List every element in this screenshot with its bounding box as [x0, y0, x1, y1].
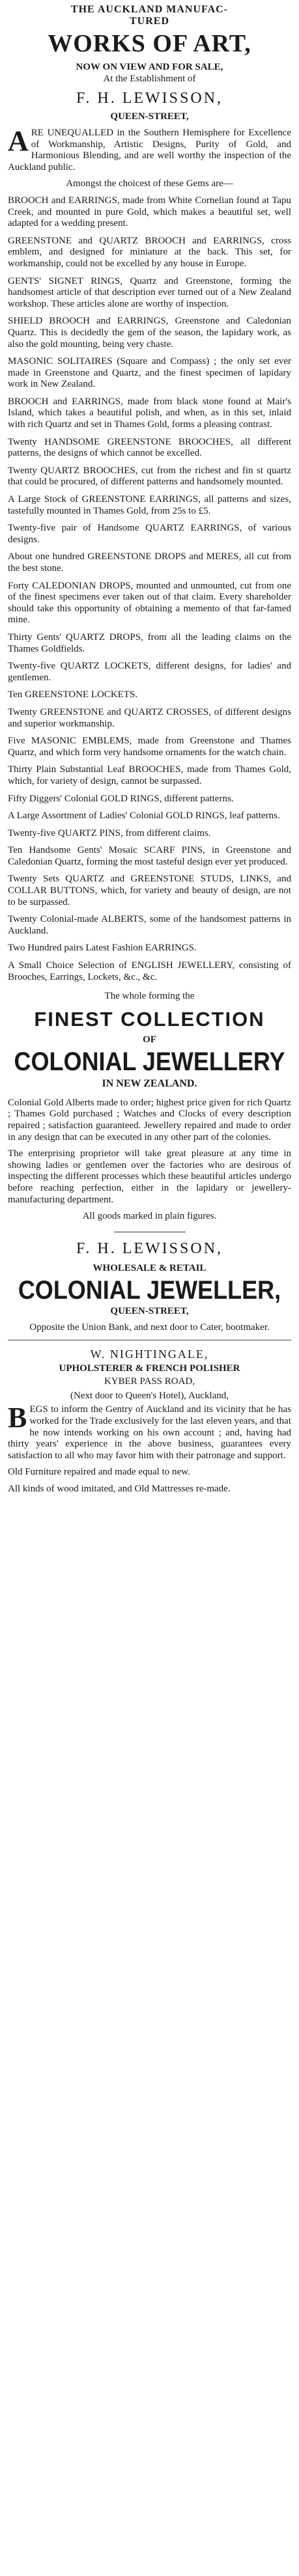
footer-proprietor-name: F. H. LEWISSON,: [76, 1240, 223, 1257]
header-sub-2: At the Establishment of: [103, 74, 196, 84]
nightingale-drop-cap: B: [8, 1402, 27, 1434]
list-item: Forty CALEDONIAN DROPS, mounted and unmounted, cut from one of the finest specimens ever taken out of that claim. Every shareholder should take this opportunity of obtaining a memento of that far-famed mine.: [8, 580, 291, 626]
list-item: A Large Assortment of Ladies' Colonial GOLD RINGS, leaf patterns.: [8, 810, 280, 822]
header-line-2: TURED: [129, 16, 169, 27]
list-item: MASONIC SOLITAIRES (Square and Compass) ; the only set ever made in Greenstone and Quartz, and the finest specimen of lapidary work in New Zealand.: [8, 356, 291, 390]
list-item: GREENSTONE and QUARTZ BROOCH and EARRINGS, cross emblem, and designed for miniature at the back. This set, for workmanship, could not be excelled by any house in Europe.: [8, 235, 291, 269]
list-item: Five MASONIC EMBLEMS, made from Greenstone and Thames Quartz, and which form very handsome ornaments for the watch chain.: [8, 736, 291, 758]
whole-forming-line: The whole forming the: [104, 991, 195, 1002]
advertisement-page: [8, 0, 291, 1495]
amongst-line: Amongst the choicest of these Gems are—: [66, 178, 233, 189]
header-title: WORKS OF ART,: [48, 30, 251, 57]
plain-figures-line: All goods marked in plain figures.: [82, 1211, 217, 1222]
footer-street: QUEEN-STREET,: [110, 1305, 189, 1316]
list-item: Twenty QUARTZ BROOCHES, cut from the richest and fin st quartz that could be procured, of different patterns and handsomely mounted.: [8, 465, 291, 488]
proprietor-street: QUEEN-STREET,: [110, 111, 189, 122]
colonial-jewellery-heading: COLONIAL JEWELLERY: [14, 1046, 285, 1076]
orders-paragraph: Colonial Gold Alberts made to order; highest price given for rich Quartz ; Thames Gold purchased ; Watches and Clocks of every description repaired ; satisfaction guaranteed. Jewellery repaired and made to order in any design that can be executed in any other part of the colonies.: [8, 1097, 291, 1143]
in-new-zealand-line: IN NEW ZEALAND.: [102, 1077, 197, 1089]
nightingale-trade: UPHOLSTERER & FRENCH POLISHER: [59, 1363, 240, 1374]
intro-paragraph: [8, 125, 291, 173]
list-item: Twenty Colonial-made ALBERTS, some of the handsomest patterns in Auckland.: [8, 914, 291, 936]
list-item: Twenty Sets QUARTZ and GREENSTONE STUDS, LINKS, and COLLAR BUTTONS, which, for variety and beauty of design, are not to be surpassed.: [8, 874, 291, 907]
intro-drop-cap: A: [8, 125, 29, 157]
list-item: BROOCH and EARRINGS, made from White Cornelian found at Tapu Creek, and mounted in pure Gold, which makes a beautiful set, well adapted for a wedding present.: [8, 195, 291, 229]
wholesale-retail-line: WHOLESALE & RETAIL: [93, 1262, 206, 1273]
list-item: Twenty-five QUARTZ LOCKETS, different designs, for ladies' and gentlemen.: [8, 661, 291, 683]
list-item: GENTS' SIGNET RINGS, Quartz and Greenstone, forming the handsomest article of that description ever turned out of a New Zealand workshop. These articles alone are worthy of inspection.: [8, 275, 291, 309]
proprietor-name: F. H. LEWISSON,: [76, 90, 223, 107]
list-item: Twenty GREENSTONE and QUARTZ CROSSES, of different designs and superior workmanship.: [8, 706, 291, 729]
list-item: A Small Choice Selection of ENGLISH JEWELLERY, consisting of Brooches, Earrings, Lockets, &c., &c.: [8, 960, 291, 982]
of-line: OF: [143, 1034, 156, 1045]
header-line-1: THE AUCKLAND MANUFAC-: [70, 4, 229, 15]
finest-collection-heading: FINEST COLLECTION: [34, 1007, 265, 1031]
nightingale-body: [8, 1404, 291, 1461]
proprietor-paragraph: The enterprising proprietor will take great pleasure at any time in showing ladies or gentlemen over the factories who are desirous of inspecting the different processes which these beautiful articles undergo before reaching perfection, either in the lapidary or jewellery-manufacturing department.: [8, 1148, 291, 1205]
nightingale-body-text: EGS to inform the Gentry of Auckland and its vicinity that he has worked for the Trade exclusively for the last eleven years, and that he now intends working on his own account ; and, having had thirty years' experience in the above business, guarantees every satisfaction to all who may favor him with their patronage and support.: [8, 1404, 291, 1461]
nightingale-next-door: (Next door to Queen's Hotel), Auckland,: [70, 1391, 229, 1402]
list-item: Thirty Plain Substantial Leaf BROOCHES, made from Thames Gold, which, for variety of design, cannot be surpassed.: [8, 764, 291, 786]
item-list: [8, 195, 291, 983]
opposite-line: Opposite the Union Bank, and next door to Cater, bootmaker.: [29, 1322, 270, 1333]
list-item: Ten GREENSTONE LOCKETS.: [8, 689, 138, 700]
mattresses-line: All kinds of wood imitated, and Old Mattresses re-made.: [8, 1483, 231, 1494]
list-item: Fifty Diggers' Colonial GOLD RINGS, different patterns.: [8, 793, 234, 804]
list-item: SHIELD BROOCH and EARRINGS, Greenstone and Caledonian Quartz. This is decidedly the gem of the season, the lapidary work, as also the gold mounting, being very chaste.: [8, 316, 291, 350]
list-item: A Large Stock of GREENSTONE EARRINGS, all patterns and sizes, tastefully mounted in Thames Gold, from 25s to £5.: [8, 494, 291, 516]
nightingale-name: W. NIGHTINGALE,: [90, 1348, 209, 1361]
list-item: Twenty-five pair of Handsome QUARTZ EARRINGS, of various designs.: [8, 523, 291, 545]
list-item: Two Hundred pairs Latest Fashion EARRINGS.: [8, 943, 197, 954]
header-sub-1: NOW ON VIEW AND FOR SALE,: [76, 62, 223, 72]
list-item: BROOCH and EARRINGS, made from black stone found at Mair's Island, which takes a beautiful polish, and when, as in this set, inlaid with rich Quartz and set in Thames Gold, forms a pleasing contrast.: [8, 396, 291, 430]
list-item: Ten Handsome Gents' Mosaic SCARF PINS, in Greenstone and Caledonian Quartz, forming the most tasteful design ever yet produced.: [8, 845, 291, 867]
old-furniture-line: Old Furniture repaired and made equal to new.: [8, 1467, 190, 1478]
nightingale-address: KYBER PASS ROAD,: [104, 1376, 195, 1387]
list-item: Twenty HANDSOME GREENSTONE BROOCHES, all different patterns, the designs of which cannot be excelled.: [8, 436, 291, 459]
list-item: Thirty Gents' QUARTZ DROPS, from all the leading claims on the Thames Goldfields.: [8, 631, 291, 654]
list-item: Twenty-five QUARTZ PINS, from different claims.: [8, 827, 211, 838]
colonial-jeweller-heading: COLONIAL JEWELLER,: [18, 1275, 281, 1305]
list-item: About one hundred GREENSTONE DROPS and MERES, all cut from the best stone.: [8, 551, 291, 574]
intro-text: RE UNEQUALLED in the Southern Hemisphere for Excellence of Workmanship, Artistic Designs, Purity of Gold, and Harmonious Blending, and are well worthy the inspection of the Auckland public.: [8, 128, 291, 173]
